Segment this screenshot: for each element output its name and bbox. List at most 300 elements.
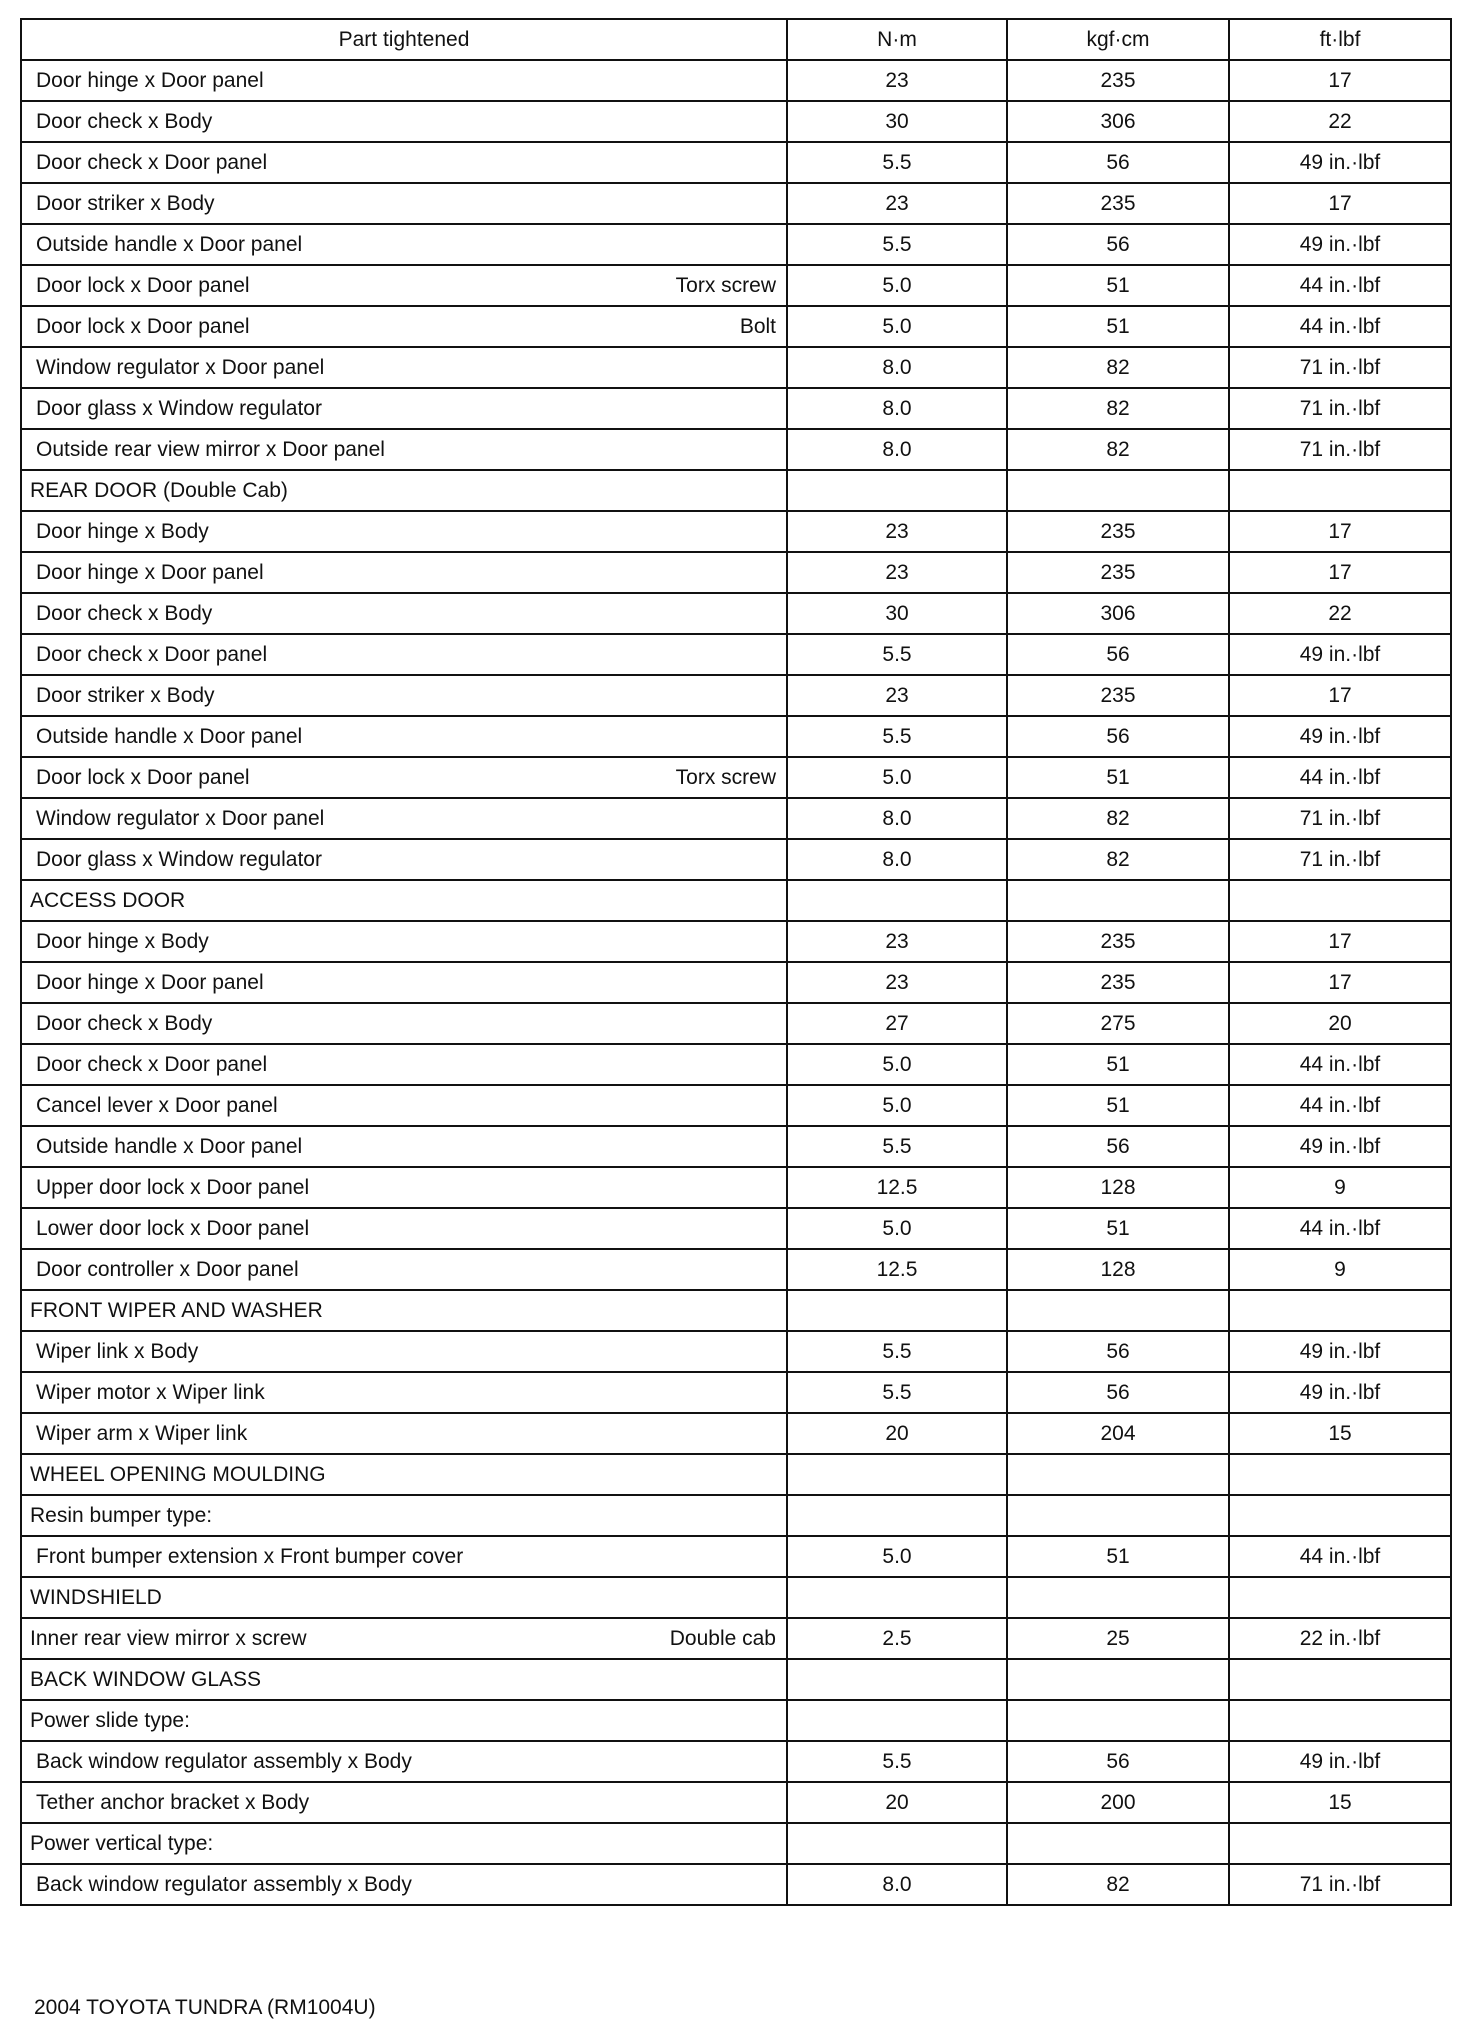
part-cell [21,1577,787,1618]
torque-nm-cell: 23 [787,183,1007,224]
torque-nm-cell [787,1495,1007,1536]
part-name: Lower door lock x Door panel [36,1216,310,1240]
torque-kgf-cm-cell: 56 [1007,634,1229,675]
part-cell [21,962,787,1003]
table-section-row [21,1659,1451,1700]
part-cell [21,1536,787,1577]
torque-ft-lbf-cell [1229,470,1451,511]
part-cell [21,101,787,142]
torque-ft-lbf-cell: 49 in.·lbf [1229,1126,1451,1167]
part-cell [21,1659,787,1700]
part-cell [21,1003,787,1044]
table-row [21,1331,1451,1372]
section-label: WHEEL OPENING MOULDING [30,1462,326,1486]
table-section-row [21,880,1451,921]
section-label: FRONT WIPER AND WASHER [30,1298,323,1322]
part-cell [21,798,787,839]
header-ft-lbf: ft·lbf [1229,19,1451,60]
part-cell-content [36,1176,776,1200]
torque-kgf-cm-cell: 235 [1007,183,1229,224]
torque-ft-lbf-cell: 71 in.·lbf [1229,839,1451,880]
torque-kgf-cm-cell [1007,1495,1229,1536]
part-name: Door glass x Window regulator [36,847,322,871]
part-name: Outside handle x Door panel [36,724,303,748]
table-row [21,634,1451,675]
section-label: REAR DOOR (Double Cab) [30,478,288,502]
torque-ft-lbf-cell: 44 in.·lbf [1229,265,1451,306]
part-cell-content [36,192,776,216]
part-name: Wiper link x Body [36,1339,199,1363]
table-row [21,429,1451,470]
header-row [21,19,1451,60]
torque-nm-cell: 23 [787,552,1007,593]
part-cell-content [36,1258,776,1282]
torque-ft-lbf-cell [1229,1700,1451,1741]
torque-ft-lbf-cell: 22 [1229,593,1451,634]
part-name: Door striker x Body [36,683,215,707]
torque-ft-lbf-cell: 17 [1229,675,1451,716]
part-cell-content [36,1545,776,1569]
torque-specification-table [20,18,1452,1906]
torque-ft-lbf-cell: 17 [1229,60,1451,101]
page-footer: 2004 TOYOTA TUNDRA (RM1004U) [34,1996,376,2019]
part-cell-content [30,1586,776,1610]
torque-ft-lbf-cell: 9 [1229,1167,1451,1208]
part-cell [21,1454,787,1495]
torque-nm-cell: 2.5 [787,1618,1007,1659]
torque-kgf-cm-cell: 306 [1007,593,1229,634]
table-row [21,347,1451,388]
part-cell-content [36,1422,776,1446]
part-cell-content [36,438,776,462]
part-name: Door check x Body [36,601,213,625]
part-cell [21,1700,787,1741]
part-cell-content [36,602,776,626]
torque-ft-lbf-cell: 44 in.·lbf [1229,1085,1451,1126]
part-cell [21,1495,787,1536]
part-name: Cancel lever x Door panel [36,1093,278,1117]
table-row [21,552,1451,593]
torque-ft-lbf-cell: 49 in.·lbf [1229,716,1451,757]
part-name: Wiper arm x Wiper link [36,1421,248,1445]
part-cell-content [36,1217,776,1241]
part-cell [21,183,787,224]
torque-nm-cell: 27 [787,1003,1007,1044]
part-cell-content [36,971,776,995]
part-cell-content [36,397,776,421]
torque-ft-lbf-cell: 71 in.·lbf [1229,1864,1451,1905]
table-row [21,1413,1451,1454]
part-cell [21,511,787,552]
torque-ft-lbf-cell [1229,1659,1451,1700]
part-name: Door striker x Body [36,191,215,215]
part-name: Door hinge x Door panel [36,970,264,994]
part-name: Door lock x Door panel [36,765,250,789]
part-name: Tether anchor bracket x Body [36,1790,310,1814]
torque-kgf-cm-cell: 56 [1007,1372,1229,1413]
table-row [21,1126,1451,1167]
torque-nm-cell: 5.0 [787,1208,1007,1249]
torque-ft-lbf-cell [1229,1577,1451,1618]
table-row [21,1167,1451,1208]
part-cell [21,1618,787,1659]
table-row [21,798,1451,839]
torque-ft-lbf-cell: 22 in.·lbf [1229,1618,1451,1659]
part-cell-content [36,848,776,872]
torque-nm-cell: 5.5 [787,1741,1007,1782]
part-cell-content [30,479,776,503]
torque-nm-cell: 8.0 [787,839,1007,880]
part-cell [21,347,787,388]
torque-kgf-cm-cell: 235 [1007,552,1229,593]
torque-kgf-cm-cell: 51 [1007,1536,1229,1577]
torque-kgf-cm-cell: 56 [1007,1126,1229,1167]
torque-ft-lbf-cell: 49 in.·lbf [1229,1331,1451,1372]
torque-kgf-cm-cell: 51 [1007,757,1229,798]
torque-nm-cell: 8.0 [787,798,1007,839]
torque-kgf-cm-cell: 204 [1007,1413,1229,1454]
part-cell-content [36,520,776,544]
torque-kgf-cm-cell: 235 [1007,675,1229,716]
torque-kgf-cm-cell [1007,1823,1229,1864]
part-cell-content [36,930,776,954]
part-cell [21,1249,787,1290]
part-cell-content [30,1627,776,1651]
torque-kgf-cm-cell [1007,1577,1229,1618]
torque-kgf-cm-cell: 275 [1007,1003,1229,1044]
torque-kgf-cm-cell: 306 [1007,101,1229,142]
torque-nm-cell: 20 [787,1782,1007,1823]
part-cell [21,716,787,757]
part-cell-content [36,1012,776,1036]
part-cell-content [30,1299,776,1323]
part-name: Door hinge x Door panel [36,68,264,92]
part-cell-content [30,1504,776,1528]
torque-nm-cell: 30 [787,101,1007,142]
torque-kgf-cm-cell [1007,1290,1229,1331]
part-name: Back window regulator assembly x Body [36,1749,412,1773]
torque-ft-lbf-cell: 17 [1229,183,1451,224]
section-label: BACK WINDOW GLASS [30,1667,262,1691]
torque-nm-cell: 5.0 [787,1085,1007,1126]
torque-kgf-cm-cell: 235 [1007,921,1229,962]
part-cell [21,306,787,347]
part-cell-content [30,1832,776,1856]
part-name: Door controller x Door panel [36,1257,299,1281]
part-cell [21,1126,787,1167]
torque-kgf-cm-cell: 56 [1007,716,1229,757]
torque-ft-lbf-cell: 22 [1229,101,1451,142]
torque-nm-cell: 5.0 [787,1536,1007,1577]
torque-ft-lbf-cell: 9 [1229,1249,1451,1290]
part-cell [21,1331,787,1372]
torque-kgf-cm-cell: 235 [1007,60,1229,101]
part-cell-content [30,1463,776,1487]
torque-kgf-cm-cell: 56 [1007,1331,1229,1372]
torque-kgf-cm-cell [1007,880,1229,921]
fastener-note: Torx screw [675,765,776,789]
part-cell-content [30,889,776,913]
torque-ft-lbf-cell [1229,1290,1451,1331]
torque-kgf-cm-cell: 82 [1007,798,1229,839]
torque-ft-lbf-cell: 44 in.·lbf [1229,757,1451,798]
part-name: Door check x Door panel [36,642,268,666]
section-label: Power slide type: [30,1708,190,1732]
table-section-row [21,1618,1451,1659]
table-row [21,675,1451,716]
torque-nm-cell: 5.0 [787,306,1007,347]
part-cell-content [30,1709,776,1733]
table-row [21,1044,1451,1085]
torque-kgf-cm-cell: 235 [1007,511,1229,552]
part-cell-content [36,766,776,790]
torque-nm-cell [787,880,1007,921]
torque-ft-lbf-cell: 49 in.·lbf [1229,224,1451,265]
torque-kgf-cm-cell: 82 [1007,1864,1229,1905]
section-label: ACCESS DOOR [30,888,186,912]
torque-nm-cell [787,1454,1007,1495]
torque-kgf-cm-cell [1007,1700,1229,1741]
torque-nm-cell: 8.0 [787,1864,1007,1905]
part-name: Back window regulator assembly x Body [36,1872,412,1896]
table-row [21,142,1451,183]
part-cell-content [36,1053,776,1077]
part-cell [21,1741,787,1782]
part-name: Wiper motor x Wiper link [36,1380,265,1404]
torque-ft-lbf-cell: 17 [1229,921,1451,962]
section-label: Power vertical type: [30,1831,214,1855]
torque-nm-cell: 12.5 [787,1249,1007,1290]
part-name: Door glass x Window regulator [36,396,322,420]
part-cell [21,224,787,265]
table-row [21,265,1451,306]
part-cell [21,1372,787,1413]
part-cell-content [36,1791,776,1815]
table-row [21,1782,1451,1823]
torque-kgf-cm-cell: 56 [1007,1741,1229,1782]
part-cell-content [36,356,776,380]
part-cell-content [36,684,776,708]
part-cell-content [36,1094,776,1118]
part-name: Window regulator x Door panel [36,355,325,379]
torque-kgf-cm-cell: 235 [1007,962,1229,1003]
part-name: Outside handle x Door panel [36,1134,303,1158]
table-row [21,757,1451,798]
torque-ft-lbf-cell: 20 [1229,1003,1451,1044]
torque-nm-cell: 5.5 [787,716,1007,757]
torque-ft-lbf-cell: 71 in.·lbf [1229,347,1451,388]
torque-nm-cell [787,1577,1007,1618]
part-name: Door check x Door panel [36,1052,268,1076]
torque-ft-lbf-cell: 71 in.·lbf [1229,798,1451,839]
table-row [21,388,1451,429]
part-cell [21,1167,787,1208]
torque-ft-lbf-cell [1229,880,1451,921]
part-cell [21,1044,787,1085]
torque-ft-lbf-cell: 15 [1229,1782,1451,1823]
part-name: Door lock x Door panel [36,273,250,297]
part-cell [21,921,787,962]
table-section-row [21,1700,1451,1741]
section-label: Inner rear view mirror x screw [30,1626,307,1650]
part-name: Door check x Body [36,1011,213,1035]
part-cell [21,757,787,798]
torque-nm-cell: 5.5 [787,1372,1007,1413]
torque-ft-lbf-cell: 49 in.·lbf [1229,1372,1451,1413]
table-row [21,1249,1451,1290]
torque-kgf-cm-cell: 82 [1007,429,1229,470]
torque-ft-lbf-cell: 49 in.·lbf [1229,142,1451,183]
torque-nm-cell: 12.5 [787,1167,1007,1208]
part-cell-content [36,315,776,339]
part-cell [21,1290,787,1331]
torque-kgf-cm-cell: 128 [1007,1249,1229,1290]
part-name: Window regulator x Door panel [36,806,325,830]
part-cell-content [36,233,776,257]
part-name: Door hinge x Door panel [36,560,264,584]
table-section-row [21,1290,1451,1331]
torque-kgf-cm-cell: 128 [1007,1167,1229,1208]
torque-nm-cell: 30 [787,593,1007,634]
part-cell-content [36,69,776,93]
torque-kgf-cm-cell [1007,1659,1229,1700]
table-row [21,224,1451,265]
part-cell [21,839,787,880]
table-row [21,183,1451,224]
part-cell [21,142,787,183]
torque-ft-lbf-cell: 49 in.·lbf [1229,1741,1451,1782]
part-cell [21,265,787,306]
part-cell-content [36,1381,776,1405]
table-section-row [21,1454,1451,1495]
torque-nm-cell: 8.0 [787,429,1007,470]
part-cell [21,429,787,470]
part-name: Door check x Body [36,109,213,133]
torque-nm-cell: 8.0 [787,347,1007,388]
header-kgf-cm: kgf·cm [1007,19,1229,60]
part-cell-content [36,1135,776,1159]
table-row [21,1208,1451,1249]
part-cell-content [30,1668,776,1692]
torque-ft-lbf-cell: 17 [1229,962,1451,1003]
table-row [21,1864,1451,1905]
part-cell [21,1085,787,1126]
part-cell-content [36,561,776,585]
part-name: Door hinge x Body [36,519,209,543]
table-section-row [21,1823,1451,1864]
part-name: Door hinge x Body [36,929,209,953]
torque-ft-lbf-cell: 44 in.·lbf [1229,306,1451,347]
part-cell [21,1823,787,1864]
torque-ft-lbf-cell: 17 [1229,511,1451,552]
part-name: Door lock x Door panel [36,314,250,338]
part-name: Front bumper extension x Front bumper cover [36,1544,464,1568]
torque-ft-lbf-cell: 15 [1229,1413,1451,1454]
table-row [21,1085,1451,1126]
part-name: Outside rear view mirror x Door panel [36,437,385,461]
part-cell [21,593,787,634]
torque-nm-cell: 20 [787,1413,1007,1454]
torque-ft-lbf-cell: 71 in.·lbf [1229,429,1451,470]
header-nm: N·m [787,19,1007,60]
torque-nm-cell: 5.5 [787,1331,1007,1372]
torque-nm-cell: 23 [787,511,1007,552]
table-section-row [21,470,1451,511]
part-cell [21,634,787,675]
table-row [21,1372,1451,1413]
part-cell [21,880,787,921]
table-row [21,716,1451,757]
torque-nm-cell: 23 [787,60,1007,101]
table-row [21,1003,1451,1044]
torque-ft-lbf-cell: 44 in.·lbf [1229,1208,1451,1249]
torque-kgf-cm-cell: 56 [1007,224,1229,265]
table-body [21,60,1451,1905]
torque-ft-lbf-cell: 71 in.·lbf [1229,388,1451,429]
part-cell-content [36,1750,776,1774]
torque-ft-lbf-cell: 17 [1229,552,1451,593]
torque-ft-lbf-cell: 44 in.·lbf [1229,1536,1451,1577]
table-row [21,511,1451,552]
torque-nm-cell: 5.5 [787,224,1007,265]
part-cell [21,60,787,101]
torque-nm-cell: 5.0 [787,265,1007,306]
torque-nm-cell [787,1823,1007,1864]
torque-nm-cell: 23 [787,962,1007,1003]
torque-nm-cell: 5.0 [787,1044,1007,1085]
torque-ft-lbf-cell [1229,1823,1451,1864]
part-cell [21,675,787,716]
part-cell [21,1208,787,1249]
torque-kgf-cm-cell: 82 [1007,388,1229,429]
torque-nm-cell: 8.0 [787,388,1007,429]
torque-nm-cell: 5.5 [787,634,1007,675]
torque-kgf-cm-cell [1007,1454,1229,1495]
torque-kgf-cm-cell [1007,470,1229,511]
part-cell-content [36,643,776,667]
part-cell-content [36,274,776,298]
torque-nm-cell: 5.5 [787,1126,1007,1167]
torque-kgf-cm-cell: 51 [1007,265,1229,306]
torque-kgf-cm-cell: 51 [1007,306,1229,347]
part-cell [21,1864,787,1905]
part-name: Outside handle x Door panel [36,232,303,256]
part-cell-content [36,151,776,175]
fastener-note: Bolt [739,314,776,338]
torque-nm-cell: 5.5 [787,142,1007,183]
torque-kgf-cm-cell: 51 [1007,1044,1229,1085]
torque-nm-cell [787,1700,1007,1741]
section-label: WINDSHIELD [30,1585,162,1609]
table-header [21,19,1451,60]
torque-kgf-cm-cell: 82 [1007,347,1229,388]
table-row [21,306,1451,347]
table-row [21,1536,1451,1577]
part-cell-content [36,807,776,831]
torque-nm-cell [787,1290,1007,1331]
table-row [21,593,1451,634]
table-row [21,921,1451,962]
part-cell [21,1413,787,1454]
header-part-tightened: Part tightened [21,19,787,60]
part-cell [21,470,787,511]
part-cell [21,1782,787,1823]
part-cell [21,552,787,593]
table-section-row [21,1495,1451,1536]
table-row [21,60,1451,101]
torque-kgf-cm-cell: 25 [1007,1618,1229,1659]
part-cell-content [36,725,776,749]
